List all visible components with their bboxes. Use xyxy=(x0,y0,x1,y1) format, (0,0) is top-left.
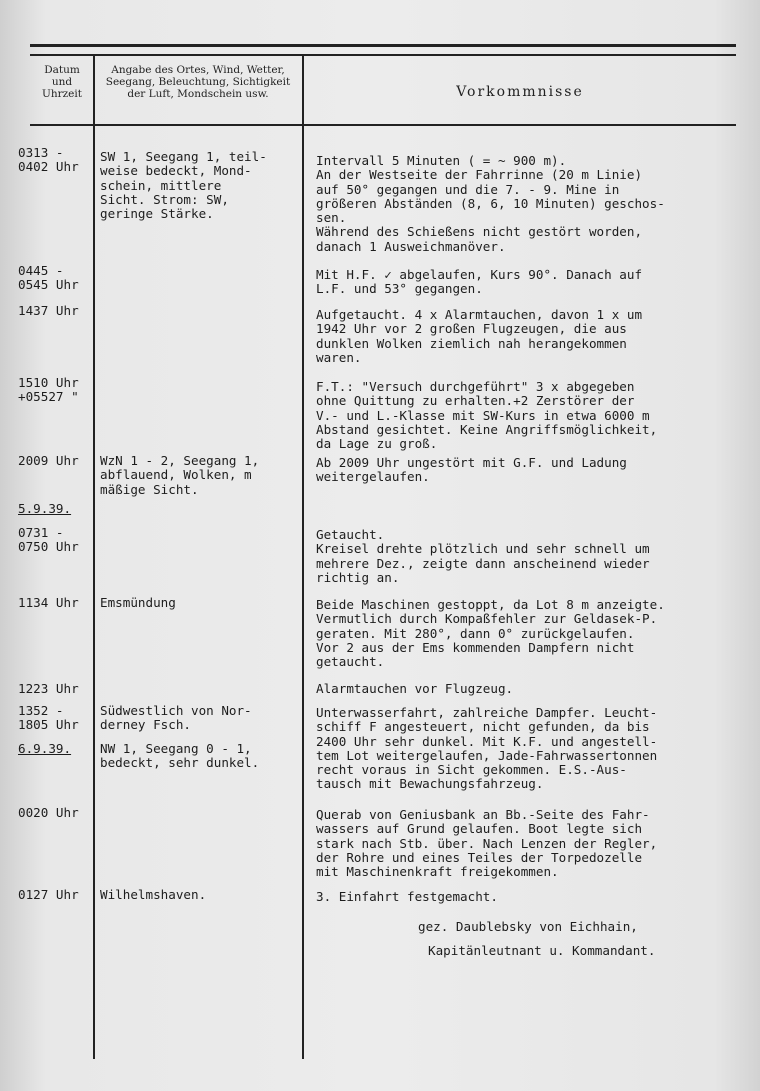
header-angabe: Angabe des Ortes, Wind, Wetter, Seegang, Beleuchtung, Sichtigkeit der Luft, Mondschein usw. xyxy=(105,64,291,100)
place-0313: SW 1, Seegang 1, teil- weise bedeckt, Mond- schein, mittlere Sicht. Strom: SW, geringe Stärke. xyxy=(100,149,267,222)
signature-name: gez. Daublebsky von Eichhain, xyxy=(418,919,638,934)
header-datum: Datum und Uhrzeit xyxy=(42,64,82,100)
events-1352: Unterwasserfahrt, zahlreiche Dampfer. Leucht- schiff F angesteuert, nicht gefunden, da bis 2400 Uhr sehr dunkel. Mit K.F. und angestell- tem Lot weitergelaufen, Jade-Fahrwassertonnen recht voraus in Sicht gekommen. E.S.-Aus- tausch mit Bewachungsfahrzeug. xyxy=(316,705,658,792)
place-6-9-39: NW 1, Seegang 0 - 1, bedeckt, sehr dunkel. xyxy=(100,741,260,771)
events-2009: Ab 2009 Uhr ungestört mit G.F. und Ladung weitergelaufen. xyxy=(316,455,627,485)
time-1352: 1352 - 1805 Uhr xyxy=(18,703,79,733)
place-1134: Emsmündung xyxy=(100,595,176,610)
time-0127: 0127 Uhr xyxy=(18,887,79,902)
place-0127: Wilhelmshaven. xyxy=(100,887,207,902)
events-1134: Beide Maschinen gestoppt, da Lot 8 m anzeigte. Vermutlich durch Kompaßfehler zur Geldasek-P. geraten. Mit 280°, dann 0° zurückgelaufen. Vor 2 aus der Ems kommenden Dampfern nicht getaucht. xyxy=(316,597,665,670)
top-rule xyxy=(30,44,736,47)
time-0731: 0731 - 0750 Uhr xyxy=(18,525,79,555)
events-1437: Aufgetaucht. 4 x Alarmtauchen, davon 1 x um 1942 Uhr vor 2 großen Flugzeugen, die aus dunklen Wolken ziemlich nah herangekommen waren. xyxy=(316,307,643,365)
place-2009: WzN 1 - 2, Seegang 1, abflauend, Wolken, m mäßige Sicht. xyxy=(100,453,260,497)
time-1510: 1510 Uhr +05527 " xyxy=(18,375,79,405)
events-0020: Querab von Geniusbank an Bb.-Seite des Fahr- wassers auf Grund gelaufen. Boot legte sich stark nach Stb. über. Nach Lenzen der Regler, der Rohre und eines Teiles der Torpedozelle mit Maschinenkraft freigekommen. xyxy=(316,807,658,880)
time-1134: 1134 Uhr xyxy=(18,595,79,610)
events-0127: 3. Einfahrt festgemacht. xyxy=(316,889,498,904)
events-1510: F.T.: "Versuch durchgeführt" 3 x abgegeben ohne Quittung zu erhalten.+2 Zerstörer der V.- und L.-Klasse mit SW-Kurs in etwa 6000 m Abstand gesichtet. Keine Angriffsmöglichkeit, da Lage zu groß. xyxy=(316,379,658,452)
time-1437: 1437 Uhr xyxy=(18,303,79,318)
events-0445: Mit H.F. ✓ abgelaufen, Kurs 90°. Danach auf L.F. und 53° gegangen. xyxy=(316,267,643,297)
column-divider-2 xyxy=(302,54,304,1059)
date-5-9-39: 5.9.39. xyxy=(18,501,72,516)
date-6-9-39: 6.9.39. xyxy=(18,741,72,756)
header-rule-top xyxy=(30,54,736,56)
signature-rank: Kapitänleutnant u. Kommandant. xyxy=(428,943,656,958)
header-vorkommnisse: Vorkommnisse xyxy=(456,84,584,100)
header-rule-bottom xyxy=(30,124,736,126)
time-2009: 2009 Uhr xyxy=(18,453,79,468)
column-divider-1 xyxy=(93,54,95,1059)
time-0313: 0313 - 0402 Uhr xyxy=(18,145,79,175)
events-0313: Intervall 5 Minuten ( = ~ 900 m). An der Westseite der Fahrrinne (20 m Linie) auf 50° gegangen und die 7. - 9. Mine in größeren Abständen (8, 6, 10 Minuten) geschos- sen. Während des Schießens nicht gestört worden, danach 1 Ausweichmanöver. xyxy=(316,153,665,254)
time-0445: 0445 - 0545 Uhr xyxy=(18,263,79,293)
time-0020: 0020 Uhr xyxy=(18,805,79,820)
events-0731: Getaucht. Kreisel drehte plötzlich und sehr schnell um mehrere Dez., zeigte dann anscheinend wieder richtig an. xyxy=(316,527,650,585)
place-1352: Südwestlich von Nor- derney Fsch. xyxy=(100,703,252,733)
time-1223: 1223 Uhr xyxy=(18,681,79,696)
events-1223: Alarmtauchen vor Flugzeug. xyxy=(316,681,514,696)
